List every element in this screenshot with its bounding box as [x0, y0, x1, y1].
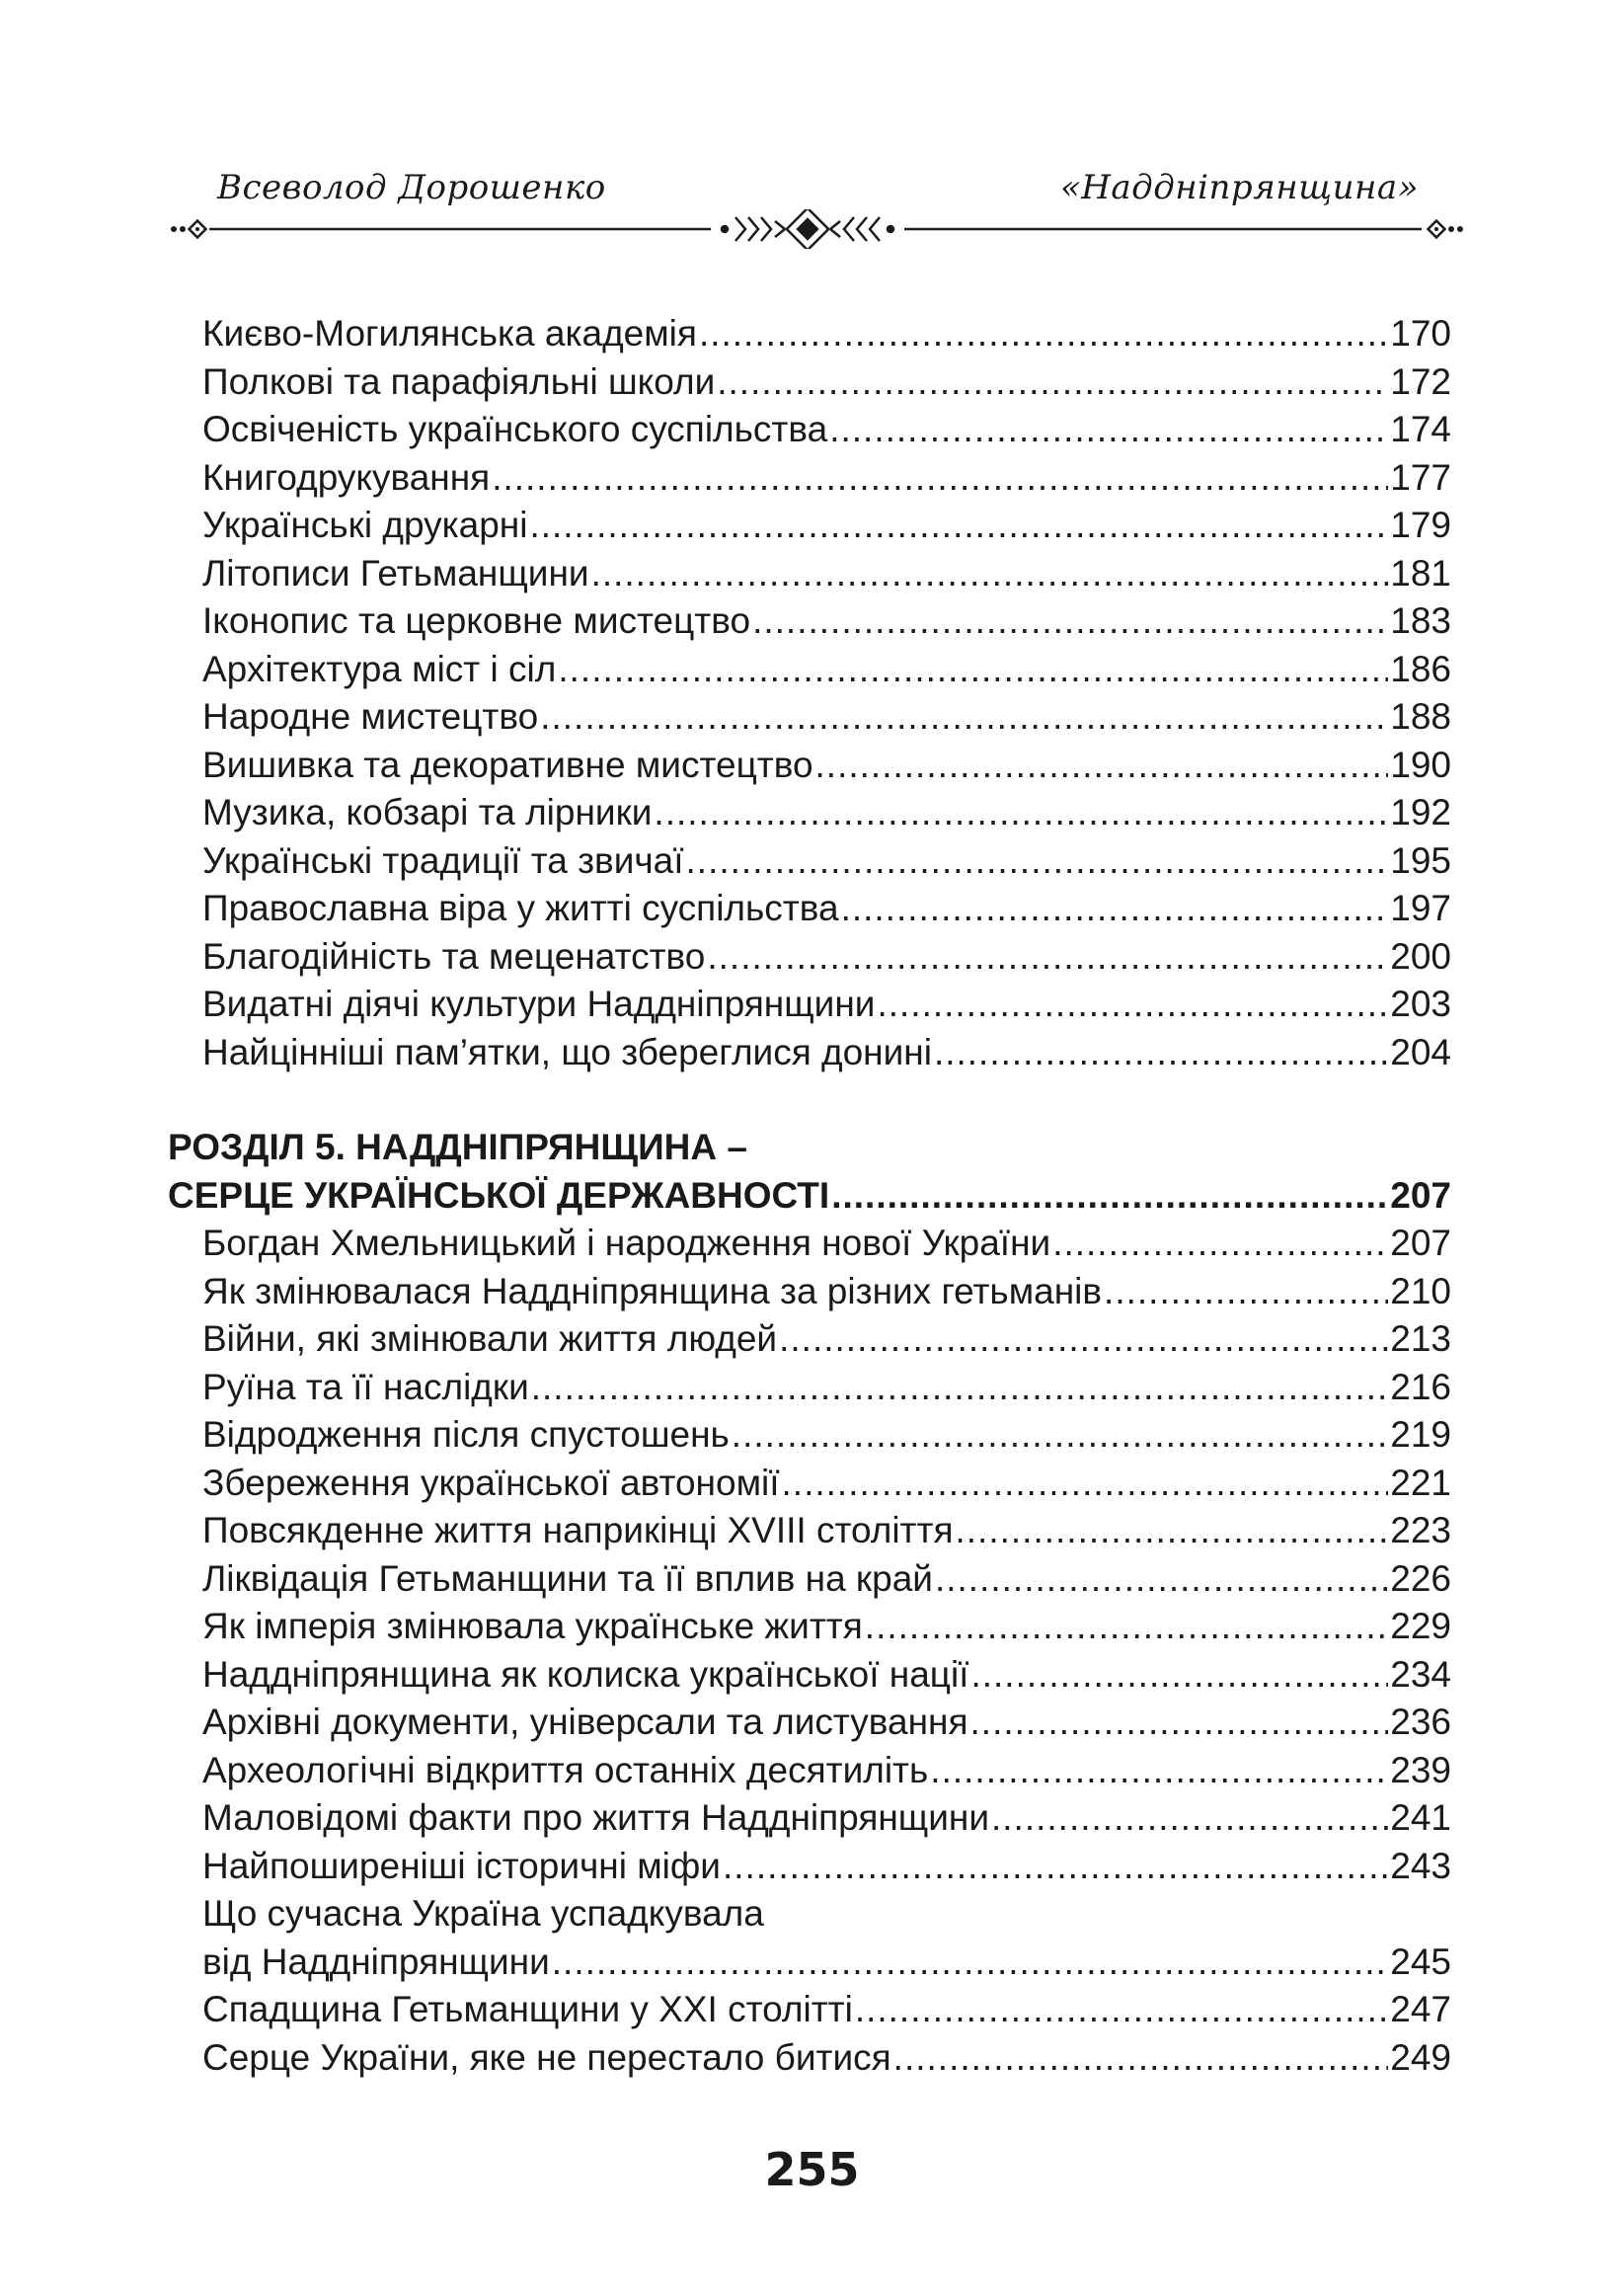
toc-section-4-entries [168, 310, 1451, 1076]
toc-entry-multiline[interactable] [168, 1890, 1451, 1986]
entry-title: Відродження після спустошень [202, 1414, 730, 1455]
entry-title: Літописи Гетьманщини [202, 552, 589, 594]
dot-leader [531, 1364, 1389, 1412]
dot-leader [970, 1651, 1388, 1700]
dot-leader [893, 2034, 1389, 2083]
entry-title: Повсякденне життя наприкінці XVIII століття [202, 1510, 954, 1550]
entry-title-line-2 [168, 1939, 1451, 1987]
dot-leader [699, 310, 1388, 358]
dot-leader [591, 550, 1389, 598]
dot-leader [934, 1029, 1388, 1077]
entry-title: Архівні документи, універсали та листування [202, 1702, 968, 1742]
entry-title: Археологічні відкриття останніх десятиліть [202, 1749, 929, 1790]
entry-title: від Наддніпрянщини [202, 1940, 550, 1982]
toc-entry[interactable] [168, 693, 1451, 742]
entry-page: 204 [1390, 1031, 1451, 1072]
dot-leader [552, 1939, 1389, 1987]
entry-page: 181 [1390, 552, 1451, 594]
entry-page: 195 [1390, 839, 1451, 881]
toc-entry[interactable] [168, 981, 1451, 1029]
chapter-page: 207 [1390, 1174, 1451, 1216]
toc-entry[interactable] [168, 502, 1451, 550]
toc-entry[interactable] [168, 550, 1451, 598]
toc-entry[interactable] [168, 1364, 1451, 1412]
entry-page: 226 [1390, 1557, 1451, 1599]
entry-page: 229 [1390, 1606, 1451, 1646]
toc-entry[interactable] [168, 789, 1451, 837]
entry-page: 243 [1390, 1845, 1451, 1886]
ornament-divider-icon [168, 209, 1466, 249]
toc-entry[interactable] [168, 1315, 1451, 1364]
toc-entry[interactable] [168, 1268, 1451, 1316]
entry-title: Війни, які змінювали життя людей [202, 1318, 778, 1359]
entry-title: Видатні діячі культури Наддніпрянщини [202, 984, 876, 1024]
entry-title: Богдан Хмельницький і народження нової України [202, 1223, 1051, 1263]
dot-leader [930, 1747, 1388, 1795]
toc-entry[interactable] [168, 1794, 1451, 1843]
dot-leader [935, 1555, 1388, 1604]
entry-page: 179 [1390, 505, 1451, 545]
toc-section-5-entries [168, 1220, 1451, 1890]
dot-leader [723, 1843, 1388, 1891]
entry-page: 192 [1390, 792, 1451, 832]
toc-entry[interactable] [168, 1460, 1451, 1508]
dot-leader [829, 406, 1388, 454]
dot-leader [956, 1507, 1389, 1555]
entry-title: Іконопис та церковне мистецтво [202, 600, 751, 641]
entry-title: Найцінніші пам’ятки, що збереглися донині [202, 1031, 932, 1072]
dot-leader [841, 885, 1389, 933]
toc-entry[interactable] [168, 1507, 1451, 1555]
entry-title: Вишивка та декоративне мистецтво [202, 744, 813, 785]
chapter-title: СЕРЦЕ УКРАЇНСЬКОЇ ДЕРЖАВНОСТІ [168, 1174, 830, 1216]
dot-leader [815, 742, 1389, 790]
entry-page: 190 [1390, 744, 1451, 785]
entry-title: Маловідомі факти про життя Наддніпрянщини [202, 1797, 989, 1838]
chapter-5-heading[interactable] [168, 1124, 1451, 1220]
entry-page: 213 [1390, 1318, 1451, 1359]
dot-leader [732, 1411, 1388, 1460]
dot-leader [654, 789, 1388, 837]
entry-page: 247 [1390, 1989, 1451, 2029]
entry-page: 223 [1390, 1510, 1451, 1550]
entry-page: 241 [1390, 1797, 1451, 1838]
dot-leader [686, 837, 1389, 886]
entry-title: Народне мистецтво [202, 696, 539, 737]
toc-entry[interactable] [168, 646, 1451, 694]
toc-entry[interactable] [168, 406, 1451, 454]
entry-page: 234 [1390, 1653, 1451, 1695]
entry-page: 172 [1390, 360, 1451, 402]
entry-title: Православна віра у житті суспільства [202, 888, 839, 928]
entry-page: 174 [1390, 409, 1451, 449]
entry-title: Збереження української автономії [202, 1462, 780, 1503]
entry-title-line-1: Що сучасна Україна успадкувала [202, 1893, 764, 1934]
toc-entry[interactable] [168, 1747, 1451, 1795]
dot-leader [492, 454, 1388, 503]
entry-page: 207 [1390, 1223, 1451, 1263]
entry-page: 219 [1390, 1414, 1451, 1455]
toc-entry[interactable] [168, 1555, 1451, 1604]
toc-entry[interactable] [168, 837, 1451, 886]
dot-leader [877, 981, 1388, 1029]
chapter-title-line-1: РОЗДІЛ 5. НАДДНІПРЯНЩИНА – [168, 1127, 747, 1167]
dot-leader [752, 597, 1388, 646]
toc-entry[interactable] [168, 933, 1451, 982]
toc-entry[interactable] [168, 358, 1451, 407]
toc-entry[interactable] [168, 1986, 1451, 2034]
entry-title: Серце України, яке не перестало битися [202, 2036, 891, 2078]
entry-page: 210 [1390, 1270, 1451, 1311]
toc-entry[interactable] [168, 1411, 1451, 1460]
dot-leader [540, 693, 1388, 742]
chapter-title-line-2 [168, 1172, 1451, 1221]
entry-page: 221 [1390, 1462, 1451, 1503]
entry-page: 203 [1390, 984, 1451, 1024]
entry-title: Українські друкарні [202, 505, 528, 545]
toc-entry[interactable] [168, 2034, 1451, 2083]
entry-title: Києво-Могилянська академія [202, 313, 697, 354]
entry-page: 177 [1390, 456, 1451, 498]
dot-leader [782, 1460, 1389, 1508]
header-book-title: «Наддніпрянщина» [1059, 168, 1419, 207]
entry-page: 186 [1390, 648, 1451, 689]
entry-title: Спадщина Гетьманщини у ХХІ столітті [202, 1989, 853, 2029]
header-author: Всеволод Дорошенко [217, 168, 606, 207]
toc-entry[interactable] [168, 454, 1451, 503]
entry-title: Музика, кобзарі та лірники [202, 792, 653, 832]
entry-title: Полкові та парафіяльні школи [202, 360, 716, 402]
entry-page: 188 [1390, 696, 1451, 737]
entry-page: 170 [1390, 313, 1451, 354]
toc-entry[interactable] [168, 310, 1451, 358]
entry-title: Книгодрукування [202, 456, 491, 498]
toc-entry[interactable] [168, 1029, 1451, 1077]
toc-entry[interactable] [168, 742, 1451, 790]
toc-entry[interactable] [168, 1699, 1451, 1747]
entry-title: Як імперія змінювала українське життя [202, 1606, 863, 1646]
dot-leader [707, 933, 1388, 982]
toc-entry[interactable] [168, 1843, 1451, 1891]
entry-page: 197 [1390, 888, 1451, 928]
entry-page: 236 [1390, 1702, 1451, 1742]
dot-leader [1104, 1268, 1388, 1316]
toc-entry[interactable] [168, 1651, 1451, 1700]
entry-page: 183 [1390, 600, 1451, 641]
entry-title: Ліквідація Гетьманщини та її вплив на край [202, 1557, 933, 1599]
dot-leader [529, 502, 1388, 550]
dot-leader [779, 1315, 1388, 1364]
dot-leader [991, 1794, 1388, 1843]
dot-leader [558, 646, 1388, 694]
dot-leader [855, 1986, 1388, 2034]
entry-title: Українські традиції та звичаї [202, 839, 684, 881]
dot-leader [970, 1699, 1389, 1747]
entry-title: Як змінювалася Наддніпрянщина за різних гетьманів [202, 1270, 1103, 1311]
toc-final-entries [168, 1986, 1451, 2082]
dot-leader [717, 358, 1388, 407]
entry-page: 245 [1390, 1940, 1451, 1982]
page-number: 255 [764, 2143, 860, 2196]
entry-page: 239 [1390, 1749, 1451, 1790]
running-header [168, 168, 1466, 257]
dot-leader [1052, 1220, 1388, 1268]
entry-title: Освіченість українського суспільства [202, 409, 828, 449]
entry-title: Руїна та її наслідки [202, 1366, 529, 1407]
dot-leader [865, 1603, 1388, 1651]
entry-title: Наддніпрянщина як колиска української нації [202, 1653, 969, 1695]
toc-entry[interactable] [168, 1220, 1451, 1268]
table-of-contents [168, 310, 1451, 2082]
entry-title: Благодійність та меценатство [202, 935, 706, 977]
entry-page: 200 [1390, 935, 1451, 977]
entry-title: Архітектура міст і сіл [202, 648, 557, 689]
entry-title: Найпоширеніші історичні міфи [202, 1845, 721, 1886]
dot-leader [831, 1172, 1388, 1221]
entry-page: 216 [1390, 1366, 1451, 1407]
toc-entry[interactable] [168, 885, 1451, 933]
toc-entry[interactable] [168, 597, 1451, 646]
entry-page: 249 [1390, 2036, 1451, 2078]
toc-entry[interactable] [168, 1603, 1451, 1651]
section-gap [168, 1076, 1451, 1124]
